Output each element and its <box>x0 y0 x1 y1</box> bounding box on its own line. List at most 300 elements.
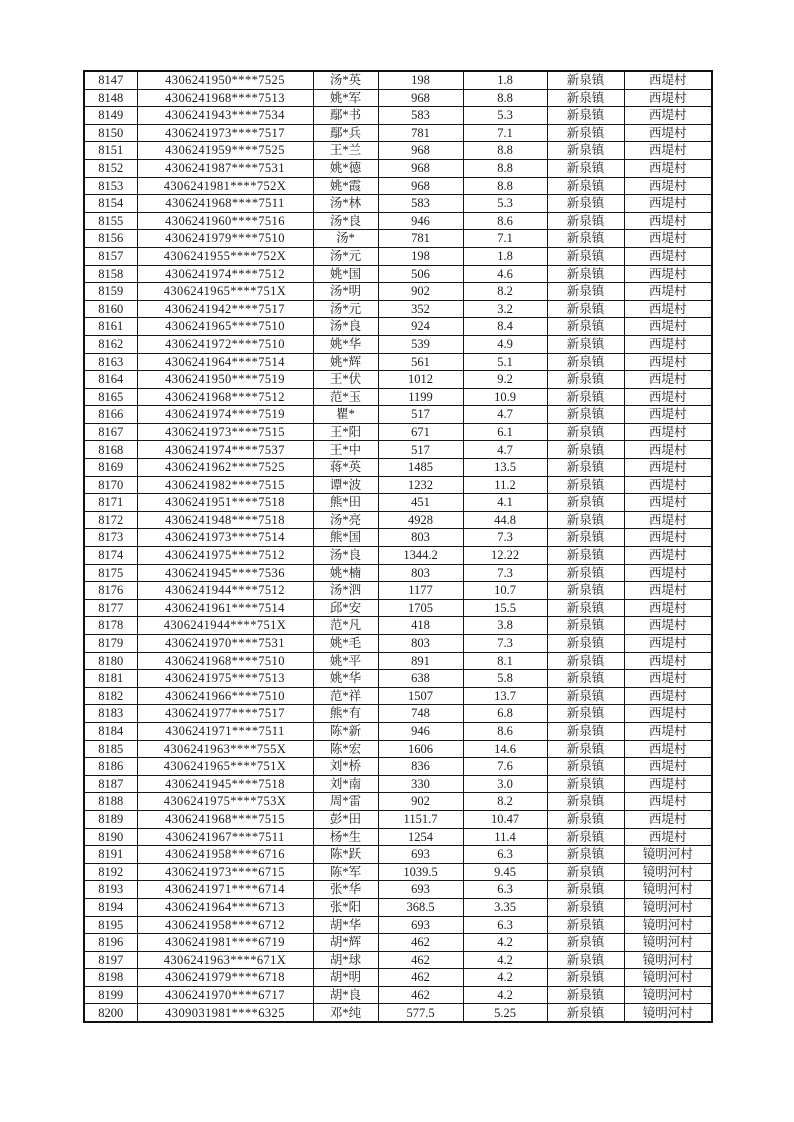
cell-amount: 583 <box>378 107 463 125</box>
table-row <box>84 828 712 846</box>
cell-amount2: 4.2 <box>463 969 547 987</box>
cell-village: 镜明河村 <box>624 881 712 899</box>
cell-village: 西堤村 <box>624 635 712 653</box>
cell-id: 4306241950****7519 <box>137 371 313 389</box>
cell-id: 4306241968****7513 <box>137 89 313 107</box>
cell-amount2: 4.6 <box>463 265 547 283</box>
cell-seq: 8175 <box>84 564 137 582</box>
cell-town: 新泉镇 <box>547 564 624 582</box>
cell-amount: 968 <box>378 177 463 195</box>
cell-name: 王*中 <box>313 441 378 459</box>
table-row <box>84 441 712 459</box>
table-row <box>84 124 712 142</box>
cell-name: 汤*良 <box>313 547 378 565</box>
cell-amount2: 15.5 <box>463 599 547 617</box>
cell-id: 4306241955****752X <box>137 247 313 265</box>
table-row <box>84 529 712 547</box>
cell-id: 4306241944****7512 <box>137 582 313 600</box>
cell-name: 汤*元 <box>313 247 378 265</box>
cell-name: 邓*纯 <box>313 1004 378 1022</box>
cell-amount2: 4.1 <box>463 494 547 512</box>
cell-seq: 8192 <box>84 863 137 881</box>
cell-amount2: 10.9 <box>463 388 547 406</box>
cell-village: 西堤村 <box>624 494 712 512</box>
cell-village: 西堤村 <box>624 353 712 371</box>
cell-seq: 8153 <box>84 177 137 195</box>
cell-amount: 803 <box>378 564 463 582</box>
cell-town: 新泉镇 <box>547 441 624 459</box>
cell-town: 新泉镇 <box>547 969 624 987</box>
table-row <box>84 934 712 952</box>
cell-amount: 946 <box>378 212 463 230</box>
cell-name: 刘*南 <box>313 775 378 793</box>
cell-amount2: 12.22 <box>463 547 547 565</box>
cell-seq: 8196 <box>84 934 137 952</box>
cell-village: 西堤村 <box>624 107 712 125</box>
cell-village: 镜明河村 <box>624 986 712 1004</box>
cell-town: 新泉镇 <box>547 423 624 441</box>
cell-town: 新泉镇 <box>547 881 624 899</box>
cell-village: 西堤村 <box>624 810 712 828</box>
cell-name: 汤*良 <box>313 318 378 336</box>
cell-village: 西堤村 <box>624 652 712 670</box>
cell-name: 姚*霞 <box>313 177 378 195</box>
cell-name: 汤*元 <box>313 300 378 318</box>
cell-amount2: 4.2 <box>463 986 547 1004</box>
cell-name: 张*阳 <box>313 898 378 916</box>
cell-amount: 462 <box>378 986 463 1004</box>
cell-name: 姚*华 <box>313 670 378 688</box>
cell-amount: 517 <box>378 406 463 424</box>
cell-amount2: 4.9 <box>463 335 547 353</box>
cell-amount2: 8.8 <box>463 89 547 107</box>
cell-name: 张*华 <box>313 881 378 899</box>
cell-village: 西堤村 <box>624 335 712 353</box>
cell-town: 新泉镇 <box>547 335 624 353</box>
cell-name: 胡*球 <box>313 951 378 969</box>
cell-town: 新泉镇 <box>547 265 624 283</box>
cell-village: 西堤村 <box>624 459 712 477</box>
cell-amount: 748 <box>378 705 463 723</box>
cell-amount2: 9.45 <box>463 863 547 881</box>
cell-seq: 8155 <box>84 212 137 230</box>
cell-seq: 8172 <box>84 511 137 529</box>
table-row <box>84 916 712 934</box>
cell-amount: 803 <box>378 529 463 547</box>
cell-village: 西堤村 <box>624 740 712 758</box>
cell-name: 范*玉 <box>313 388 378 406</box>
cell-name: 范*祥 <box>313 687 378 705</box>
cell-village: 镜明河村 <box>624 969 712 987</box>
cell-name: 王*兰 <box>313 142 378 160</box>
cell-village: 西堤村 <box>624 71 712 89</box>
cell-village: 西堤村 <box>624 529 712 547</box>
cell-village: 西堤村 <box>624 371 712 389</box>
cell-town: 新泉镇 <box>547 635 624 653</box>
cell-seq: 8151 <box>84 142 137 160</box>
table-row <box>84 793 712 811</box>
cell-seq: 8199 <box>84 986 137 1004</box>
table-row <box>84 283 712 301</box>
cell-amount2: 6.1 <box>463 423 547 441</box>
table-row <box>84 159 712 177</box>
cell-id: 4306241945****7536 <box>137 564 313 582</box>
cell-town: 新泉镇 <box>547 687 624 705</box>
cell-village: 西堤村 <box>624 283 712 301</box>
cell-id: 4306241979****6718 <box>137 969 313 987</box>
cell-id: 4306241977****7517 <box>137 705 313 723</box>
cell-name: 谭*波 <box>313 476 378 494</box>
table-row <box>84 547 712 565</box>
cell-id: 4306241974****7512 <box>137 265 313 283</box>
table-row <box>84 670 712 688</box>
cell-town: 新泉镇 <box>547 388 624 406</box>
cell-name: 姚*国 <box>313 265 378 283</box>
cell-amount2: 10.7 <box>463 582 547 600</box>
cell-name: 杨*生 <box>313 828 378 846</box>
cell-town: 新泉镇 <box>547 371 624 389</box>
cell-amount: 506 <box>378 265 463 283</box>
cell-id: 4306241962****7525 <box>137 459 313 477</box>
cell-village: 西堤村 <box>624 124 712 142</box>
cell-seq: 8163 <box>84 353 137 371</box>
cell-id: 4306241972****7510 <box>137 335 313 353</box>
cell-village: 西堤村 <box>624 142 712 160</box>
cell-amount2: 3.35 <box>463 898 547 916</box>
cell-amount: 1485 <box>378 459 463 477</box>
cell-amount: 577.5 <box>378 1004 463 1022</box>
cell-town: 新泉镇 <box>547 582 624 600</box>
cell-seq: 8166 <box>84 406 137 424</box>
cell-id: 4306241970****6717 <box>137 986 313 1004</box>
cell-village: 镜明河村 <box>624 934 712 952</box>
cell-amount2: 8.6 <box>463 212 547 230</box>
cell-amount2: 6.3 <box>463 846 547 864</box>
cell-amount2: 8.6 <box>463 722 547 740</box>
table-row <box>84 986 712 1004</box>
cell-name: 胡*辉 <box>313 934 378 952</box>
table-row <box>84 388 712 406</box>
cell-seq: 8152 <box>84 159 137 177</box>
cell-village: 西堤村 <box>624 582 712 600</box>
cell-town: 新泉镇 <box>547 195 624 213</box>
cell-name: 姚*军 <box>313 89 378 107</box>
table-row <box>84 459 712 477</box>
cell-village: 西堤村 <box>624 195 712 213</box>
cell-seq: 8159 <box>84 283 137 301</box>
cell-name: 胡*华 <box>313 916 378 934</box>
cell-village: 镜明河村 <box>624 1004 712 1022</box>
table-row <box>84 687 712 705</box>
cell-name: 刘*桥 <box>313 758 378 776</box>
cell-id: 4306241963****755X <box>137 740 313 758</box>
cell-id: 4306241967****7511 <box>137 828 313 846</box>
cell-name: 邱*安 <box>313 599 378 617</box>
cell-seq: 8158 <box>84 265 137 283</box>
cell-amount2: 13.5 <box>463 459 547 477</box>
cell-amount2: 6.3 <box>463 881 547 899</box>
cell-amount2: 14.6 <box>463 740 547 758</box>
cell-amount2: 7.3 <box>463 529 547 547</box>
cell-name: 范*凡 <box>313 617 378 635</box>
cell-seq: 8185 <box>84 740 137 758</box>
cell-amount2: 4.7 <box>463 441 547 459</box>
table-row <box>84 722 712 740</box>
cell-name: 王*伏 <box>313 371 378 389</box>
cell-town: 新泉镇 <box>547 247 624 265</box>
cell-name: 汤*泗 <box>313 582 378 600</box>
cell-seq: 8189 <box>84 810 137 828</box>
cell-id: 4306241961****7514 <box>137 599 313 617</box>
cell-town: 新泉镇 <box>547 951 624 969</box>
cell-seq: 8200 <box>84 1004 137 1022</box>
cell-town: 新泉镇 <box>547 71 624 89</box>
cell-id: 4306241943****7534 <box>137 107 313 125</box>
cell-amount: 968 <box>378 159 463 177</box>
cell-id: 4306241979****7510 <box>137 230 313 248</box>
cell-amount2: 8.8 <box>463 142 547 160</box>
cell-name: 陈*新 <box>313 722 378 740</box>
cell-seq: 8171 <box>84 494 137 512</box>
cell-seq: 8181 <box>84 670 137 688</box>
cell-name: 汤*亮 <box>313 511 378 529</box>
cell-amount2: 4.2 <box>463 951 547 969</box>
cell-seq: 8193 <box>84 881 137 899</box>
cell-id: 4306241981****6719 <box>137 934 313 952</box>
cell-town: 新泉镇 <box>547 353 624 371</box>
cell-seq: 8180 <box>84 652 137 670</box>
cell-town: 新泉镇 <box>547 283 624 301</box>
cell-town: 新泉镇 <box>547 828 624 846</box>
cell-town: 新泉镇 <box>547 124 624 142</box>
cell-village: 西堤村 <box>624 670 712 688</box>
cell-amount2: 11.2 <box>463 476 547 494</box>
cell-amount: 1507 <box>378 687 463 705</box>
cell-id: 4306241968****7510 <box>137 652 313 670</box>
cell-amount: 1012 <box>378 371 463 389</box>
cell-seq: 8150 <box>84 124 137 142</box>
cell-village: 西堤村 <box>624 828 712 846</box>
table-row <box>84 1004 712 1022</box>
cell-amount2: 6.3 <box>463 916 547 934</box>
cell-town: 新泉镇 <box>547 107 624 125</box>
cell-amount: 1606 <box>378 740 463 758</box>
cell-id: 4306241968****7515 <box>137 810 313 828</box>
cell-id: 4306241964****7514 <box>137 353 313 371</box>
cell-village: 西堤村 <box>624 318 712 336</box>
cell-amount2: 7.1 <box>463 124 547 142</box>
cell-village: 镜明河村 <box>624 846 712 864</box>
cell-town: 新泉镇 <box>547 775 624 793</box>
cell-seq: 8178 <box>84 617 137 635</box>
cell-amount: 368.5 <box>378 898 463 916</box>
cell-id: 4306241971****6714 <box>137 881 313 899</box>
cell-name: 周*雷 <box>313 793 378 811</box>
cell-town: 新泉镇 <box>547 758 624 776</box>
cell-village: 西堤村 <box>624 212 712 230</box>
cell-id: 4306241950****7525 <box>137 71 313 89</box>
cell-id: 4306241965****751X <box>137 758 313 776</box>
cell-id: 4306241971****7511 <box>137 722 313 740</box>
table-row <box>84 300 712 318</box>
cell-id: 4306241944****751X <box>137 617 313 635</box>
cell-id: 4306241968****7511 <box>137 195 313 213</box>
table-row <box>84 89 712 107</box>
cell-id: 4306241945****7518 <box>137 775 313 793</box>
cell-name: 陈*跃 <box>313 846 378 864</box>
cell-id: 4306241958****6712 <box>137 916 313 934</box>
table-row <box>84 230 712 248</box>
cell-amount: 671 <box>378 423 463 441</box>
cell-id: 4306241964****6713 <box>137 898 313 916</box>
cell-town: 新泉镇 <box>547 793 624 811</box>
cell-amount2: 5.3 <box>463 107 547 125</box>
table-row <box>84 652 712 670</box>
cell-amount: 1232 <box>378 476 463 494</box>
cell-seq: 8156 <box>84 230 137 248</box>
cell-id: 4306241970****7531 <box>137 635 313 653</box>
table-row <box>84 564 712 582</box>
cell-town: 新泉镇 <box>547 722 624 740</box>
table-row <box>84 177 712 195</box>
cell-name: 陈*军 <box>313 863 378 881</box>
cell-town: 新泉镇 <box>547 846 624 864</box>
cell-name: 姚*毛 <box>313 635 378 653</box>
table-row <box>84 846 712 864</box>
cell-amount: 198 <box>378 71 463 89</box>
cell-id: 4306241951****7518 <box>137 494 313 512</box>
cell-amount2: 6.8 <box>463 705 547 723</box>
cell-amount2: 13.7 <box>463 687 547 705</box>
cell-amount: 198 <box>378 247 463 265</box>
table-row <box>84 335 712 353</box>
cell-village: 镜明河村 <box>624 951 712 969</box>
cell-amount2: 10.47 <box>463 810 547 828</box>
cell-name: 汤*英 <box>313 71 378 89</box>
cell-seq: 8179 <box>84 635 137 653</box>
cell-id: 4306241942****7517 <box>137 300 313 318</box>
cell-seq: 8186 <box>84 758 137 776</box>
cell-amount: 924 <box>378 318 463 336</box>
cell-seq: 8187 <box>84 775 137 793</box>
cell-village: 西堤村 <box>624 423 712 441</box>
cell-village: 西堤村 <box>624 793 712 811</box>
cell-seq: 8173 <box>84 529 137 547</box>
cell-amount2: 5.1 <box>463 353 547 371</box>
table-row <box>84 406 712 424</box>
cell-amount: 902 <box>378 793 463 811</box>
cell-town: 新泉镇 <box>547 898 624 916</box>
table-row <box>84 599 712 617</box>
cell-amount: 946 <box>378 722 463 740</box>
cell-amount: 803 <box>378 635 463 653</box>
cell-amount: 968 <box>378 142 463 160</box>
cell-amount2: 8.2 <box>463 793 547 811</box>
cell-amount2: 4.7 <box>463 406 547 424</box>
table-row <box>84 635 712 653</box>
cell-id: 4306241973****7517 <box>137 124 313 142</box>
cell-id: 4306241965****751X <box>137 283 313 301</box>
cell-name: 蒋*英 <box>313 459 378 477</box>
cell-amount: 1039.5 <box>378 863 463 881</box>
cell-id: 4306241975****7513 <box>137 670 313 688</box>
cell-seq: 8167 <box>84 423 137 441</box>
cell-seq: 8168 <box>84 441 137 459</box>
cell-village: 西堤村 <box>624 476 712 494</box>
cell-town: 新泉镇 <box>547 230 624 248</box>
cell-village: 西堤村 <box>624 775 712 793</box>
cell-id: 4306241973****6715 <box>137 863 313 881</box>
cell-seq: 8184 <box>84 722 137 740</box>
table-row <box>84 494 712 512</box>
cell-name: 姚*楠 <box>313 564 378 582</box>
cell-id: 4306241973****7515 <box>137 423 313 441</box>
cell-id: 4306241973****7514 <box>137 529 313 547</box>
cell-seq: 8174 <box>84 547 137 565</box>
cell-amount: 836 <box>378 758 463 776</box>
table-row <box>84 511 712 529</box>
cell-name: 汤*良 <box>313 212 378 230</box>
cell-id: 4306241981****752X <box>137 177 313 195</box>
cell-seq: 8164 <box>84 371 137 389</box>
cell-name: 鄢*兵 <box>313 124 378 142</box>
cell-amount: 968 <box>378 89 463 107</box>
cell-amount2: 5.3 <box>463 195 547 213</box>
cell-amount2: 8.1 <box>463 652 547 670</box>
cell-town: 新泉镇 <box>547 300 624 318</box>
cell-amount2: 8.4 <box>463 318 547 336</box>
cell-name: 鄢*书 <box>313 107 378 125</box>
cell-amount: 1151.7 <box>378 810 463 828</box>
cell-town: 新泉镇 <box>547 529 624 547</box>
cell-village: 西堤村 <box>624 441 712 459</box>
table-row <box>84 951 712 969</box>
table-row <box>84 758 712 776</box>
records-table-body <box>84 71 712 1022</box>
cell-town: 新泉镇 <box>547 1004 624 1022</box>
cell-amount: 462 <box>378 934 463 952</box>
cell-amount2: 8.8 <box>463 177 547 195</box>
cell-village: 镜明河村 <box>624 898 712 916</box>
cell-amount: 693 <box>378 846 463 864</box>
cell-village: 西堤村 <box>624 599 712 617</box>
cell-id: 4306241974****7519 <box>137 406 313 424</box>
cell-name: 胡*良 <box>313 986 378 1004</box>
cell-name: 瞿* <box>313 406 378 424</box>
cell-amount2: 5.8 <box>463 670 547 688</box>
cell-seq: 8165 <box>84 388 137 406</box>
cell-amount2: 3.8 <box>463 617 547 635</box>
cell-seq: 8161 <box>84 318 137 336</box>
cell-name: 王*阳 <box>313 423 378 441</box>
cell-name: 汤* <box>313 230 378 248</box>
cell-amount: 902 <box>378 283 463 301</box>
cell-seq: 8191 <box>84 846 137 864</box>
table-row <box>84 265 712 283</box>
cell-seq: 8197 <box>84 951 137 969</box>
cell-town: 新泉镇 <box>547 916 624 934</box>
cell-amount: 1177 <box>378 582 463 600</box>
cell-village: 西堤村 <box>624 265 712 283</box>
cell-village: 西堤村 <box>624 564 712 582</box>
cell-town: 新泉镇 <box>547 986 624 1004</box>
cell-town: 新泉镇 <box>547 142 624 160</box>
cell-town: 新泉镇 <box>547 177 624 195</box>
records-table-container <box>83 70 713 1023</box>
cell-town: 新泉镇 <box>547 318 624 336</box>
cell-amount: 539 <box>378 335 463 353</box>
cell-name: 彭*田 <box>313 810 378 828</box>
